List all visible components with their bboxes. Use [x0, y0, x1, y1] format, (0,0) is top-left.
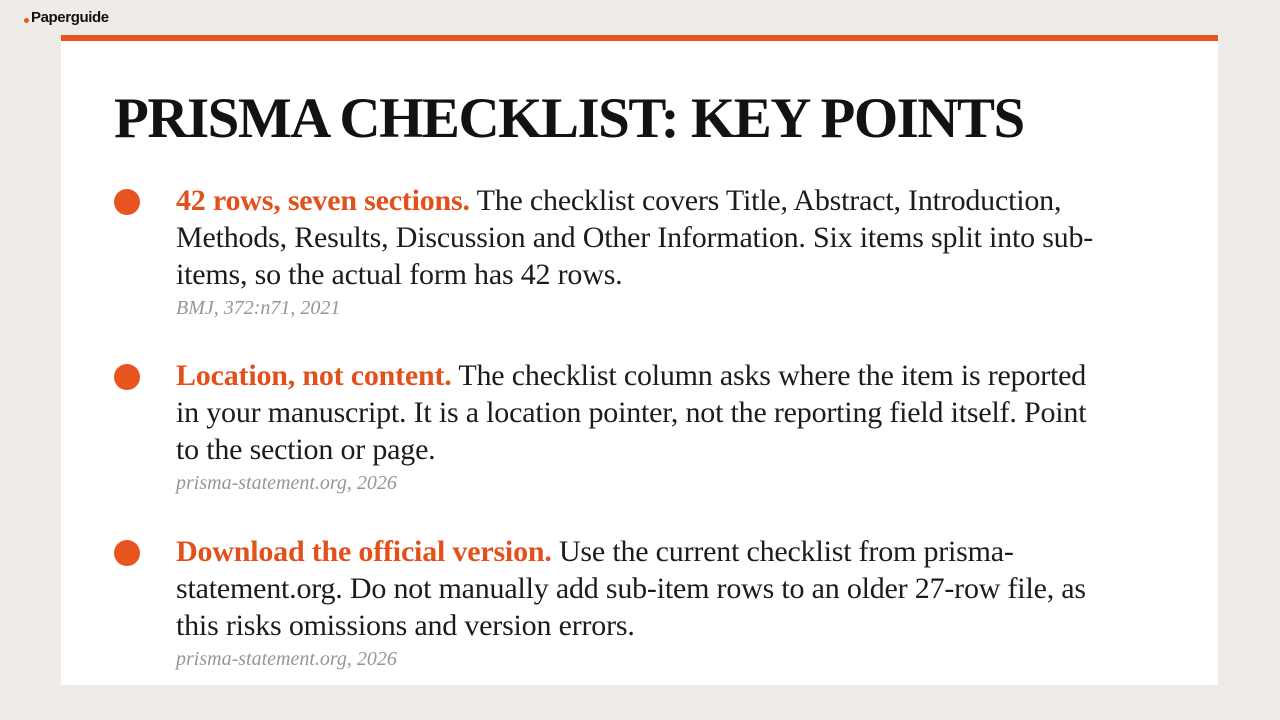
- point-source: BMJ, 372:n71, 2021: [176, 297, 341, 319]
- point-body: The checklist covers Title, Abstract, Introduction, Methods, Results, Discussion and Other Information. Six items split into sub-items, so the actual form has 42 rows.: [176, 184, 1094, 291]
- point-body: The checklist column asks where the item is reported in your manuscript. It is a location pointer, not the reporting field itself. Point to the section or page.: [176, 359, 1087, 466]
- point-lead: Location, not content.: [176, 359, 452, 392]
- key-point: [114, 182, 1114, 321]
- bullet-icon: [114, 540, 140, 566]
- slide-title: PRISMA CHECKLIST: KEY POINTS: [114, 87, 1024, 150]
- point-source: prisma-statement.org, 2026: [176, 648, 397, 670]
- point-text: [176, 182, 1114, 293]
- bullet-icon: [114, 364, 140, 390]
- slide-card: [61, 35, 1218, 685]
- key-point: [114, 533, 1114, 672]
- point-source: prisma-statement.org, 2026: [176, 472, 397, 494]
- bullet-icon: [114, 189, 140, 215]
- key-point: [114, 357, 1114, 496]
- point-lead: Download the official version.: [176, 535, 552, 568]
- brand-dot-icon: [24, 18, 29, 23]
- brand-name: Paperguide: [31, 9, 109, 26]
- point-text: [176, 533, 1114, 644]
- point-lead: 42 rows, seven sections.: [176, 184, 470, 217]
- point-body: Use the current checklist from prisma-statement.org. Do not manually add sub-item rows to an older 27-row file, as this risks omissions and version errors.: [176, 535, 1086, 642]
- brand-logo: [24, 9, 109, 26]
- point-text: [176, 357, 1114, 468]
